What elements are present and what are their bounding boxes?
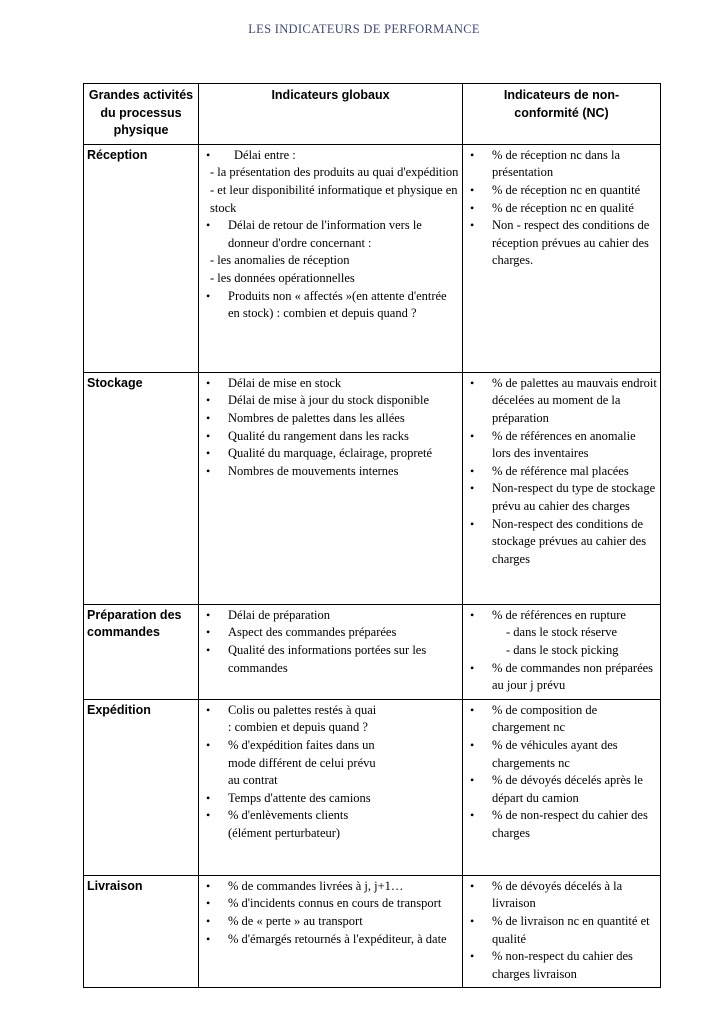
bullet-icon: • (206, 808, 211, 823)
bullet-icon: • (206, 410, 211, 425)
nc-indicators-livraison (463, 875, 661, 988)
list-item: • % non-respect du cahier des charges livraison (470, 949, 633, 981)
list-item: • % de dévoyés décelés après le départ du camion (470, 773, 643, 805)
bullet-icon: • (470, 913, 475, 928)
list-item: • % de réception nc en qualité (466, 200, 657, 218)
list-item: - les données opérationnelles (210, 270, 355, 285)
activity-reception: Réception (84, 144, 199, 372)
bullet-icon: • (206, 393, 211, 408)
list-item: • Qualité du rangement dans les racks (202, 428, 459, 446)
bullet-icon: • (206, 463, 211, 478)
list-item: • % de commandes livrées à j, j+1… (202, 878, 459, 896)
list-item: • Aspect des commandes préparées (202, 624, 459, 642)
list-item: • % de composition de chargement nc (470, 702, 598, 735)
header-global-indicators: Indicateurs globaux (199, 84, 463, 145)
list-item: • % d'incidents connus en cours de transport (202, 895, 459, 913)
bullet-icon: • (206, 913, 211, 928)
bullet-icon: • (470, 702, 475, 717)
list-item: - les anomalies de réception (210, 253, 350, 268)
bullet-icon: • (206, 147, 211, 162)
global-indicators-expedition (199, 699, 463, 875)
list-item: • Qualité du marquage, éclairage, propreté (202, 445, 459, 463)
bullet-icon: • (470, 516, 475, 531)
list-item: - dans le stock picking (506, 642, 619, 657)
bullet-icon: • (206, 931, 211, 946)
bullet-icon: • (206, 896, 211, 911)
global-indicators-livraison (199, 875, 463, 988)
list-item: • Délai de préparation (202, 607, 459, 625)
nc-indicators-preparation (463, 604, 661, 699)
bullet-icon: • (470, 182, 475, 197)
table-row-livraison (84, 875, 661, 988)
bullet-icon: • (206, 218, 211, 233)
activity-preparation: Préparation des commandes (84, 604, 199, 699)
list-item: • % d'émargés retournés à l'expéditeur, à date (202, 931, 459, 949)
bullet-icon: • (206, 737, 211, 752)
table-row-reception (84, 144, 661, 372)
list-item: • Produits non « affectés »(en attente d'entrée en stock) : combien et depuis quand ? (206, 288, 447, 321)
page-header: LES INDICATEURS DE PERFORMANCE (248, 22, 480, 36)
bullet-icon: • (470, 147, 475, 162)
list-item: • Temps d'attente des camions (202, 790, 382, 808)
list-item: • Nombres de mouvements internes (202, 463, 459, 481)
header-activities: Grandes activités du processus physique (84, 84, 199, 145)
bullet-icon: • (470, 218, 475, 233)
list-item: • % de « perte » au transport (202, 913, 459, 931)
list-item: • % de réception nc en quantité (466, 182, 657, 200)
header-nc-indicators: Indicateurs de non-conformité (NC) (463, 84, 661, 145)
activity-expedition: Expédition (84, 699, 199, 875)
table-row-preparation (84, 604, 661, 699)
global-indicators-preparation (199, 604, 463, 699)
nc-indicators-reception (463, 144, 661, 372)
nc-indicators-expedition (463, 699, 661, 875)
bullet-icon: • (206, 428, 211, 443)
global-indicators-stockage (199, 372, 463, 604)
bullet-icon: • (206, 878, 211, 893)
list-item: • % de commandes non préparées au jour j prévu (470, 660, 654, 693)
list-item: • Délai de mise à jour du stock disponible (202, 392, 459, 410)
list-item: • Non - respect des conditions de réception prévues au cahier des charges. (470, 218, 650, 268)
bullet-icon: • (206, 607, 211, 622)
list-item: • Délai de mise en stock (202, 375, 459, 393)
list-item: • % de réception nc dans la présentation (470, 147, 621, 180)
bullet-icon: • (470, 949, 475, 964)
list-item: • % d'enlèvements clients (élément perturbateur) (206, 808, 349, 840)
activity-livraison: Livraison (84, 875, 199, 988)
bullet-icon: • (206, 375, 211, 390)
performance-indicators-table (83, 83, 661, 988)
bullet-icon: • (470, 200, 475, 215)
table-header-row (84, 84, 661, 145)
bullet-icon: • (470, 660, 475, 675)
bullet-icon: • (470, 737, 475, 752)
list-item: • % de livraison nc en quantité et qualité (470, 913, 650, 946)
list-item: • Délai entre : (202, 147, 459, 165)
list-item: • % de références en anomalie lors des inventaires (470, 428, 636, 461)
global-indicators-reception (199, 144, 463, 372)
list-item: • Non-respect du type de stockage prévu au cahier des charges (470, 481, 656, 513)
bullet-icon: • (470, 428, 475, 443)
list-item: • Non-respect des conditions de stockage prévues au cahier des charges (470, 516, 647, 566)
list-item: • % de référence mal placées (466, 463, 657, 481)
list-item: • % de palettes au mauvais endroit décelées au moment de la préparation (470, 375, 657, 425)
bullet-icon: • (206, 288, 211, 303)
bullet-icon: • (470, 607, 475, 622)
bullet-icon: • (206, 790, 211, 805)
bullet-icon: • (470, 808, 475, 823)
list-item: • Nombres de palettes dans les allées (202, 410, 459, 428)
nc-indicators-stockage (463, 372, 661, 604)
bullet-icon: • (470, 878, 475, 893)
bullet-icon: • (470, 773, 475, 788)
bullet-icon: • (470, 463, 475, 478)
list-item: • % de références en rupture (466, 607, 657, 625)
list-item: • Qualité des informations portées sur les commandes (206, 642, 427, 675)
bullet-icon: • (206, 702, 211, 717)
list-item: - dans le stock réserve (506, 625, 618, 640)
bullet-icon: • (206, 625, 211, 640)
bullet-icon: • (206, 446, 211, 461)
list-item: - la présentation des produits au quai d'expédition (210, 165, 459, 180)
bullet-icon: • (206, 642, 211, 657)
list-item: • Délai de retour de l'information vers le donneur d'ordre concernant : (206, 218, 422, 250)
list-item: - et leur disponibilité informatique et physique en stock (210, 182, 458, 215)
bullet-icon: • (470, 375, 475, 390)
list-item: • % d'expédition faites dans un mode différent de celui prévu au contrat (206, 737, 376, 788)
table-row-stockage (84, 372, 661, 604)
list-item: • % de non-respect du cahier des charges (470, 808, 648, 840)
bullet-icon: • (470, 481, 475, 496)
table-row-expedition (84, 699, 661, 875)
list-item: • % de dévoyés décelés à la livraison (470, 878, 623, 911)
list-item: • Colis ou palettes restés à quai : combien et depuis quand ? (206, 702, 377, 735)
activity-stockage: Stockage (84, 372, 199, 604)
list-item: • % de véhicules ayant des chargements nc (470, 737, 618, 770)
